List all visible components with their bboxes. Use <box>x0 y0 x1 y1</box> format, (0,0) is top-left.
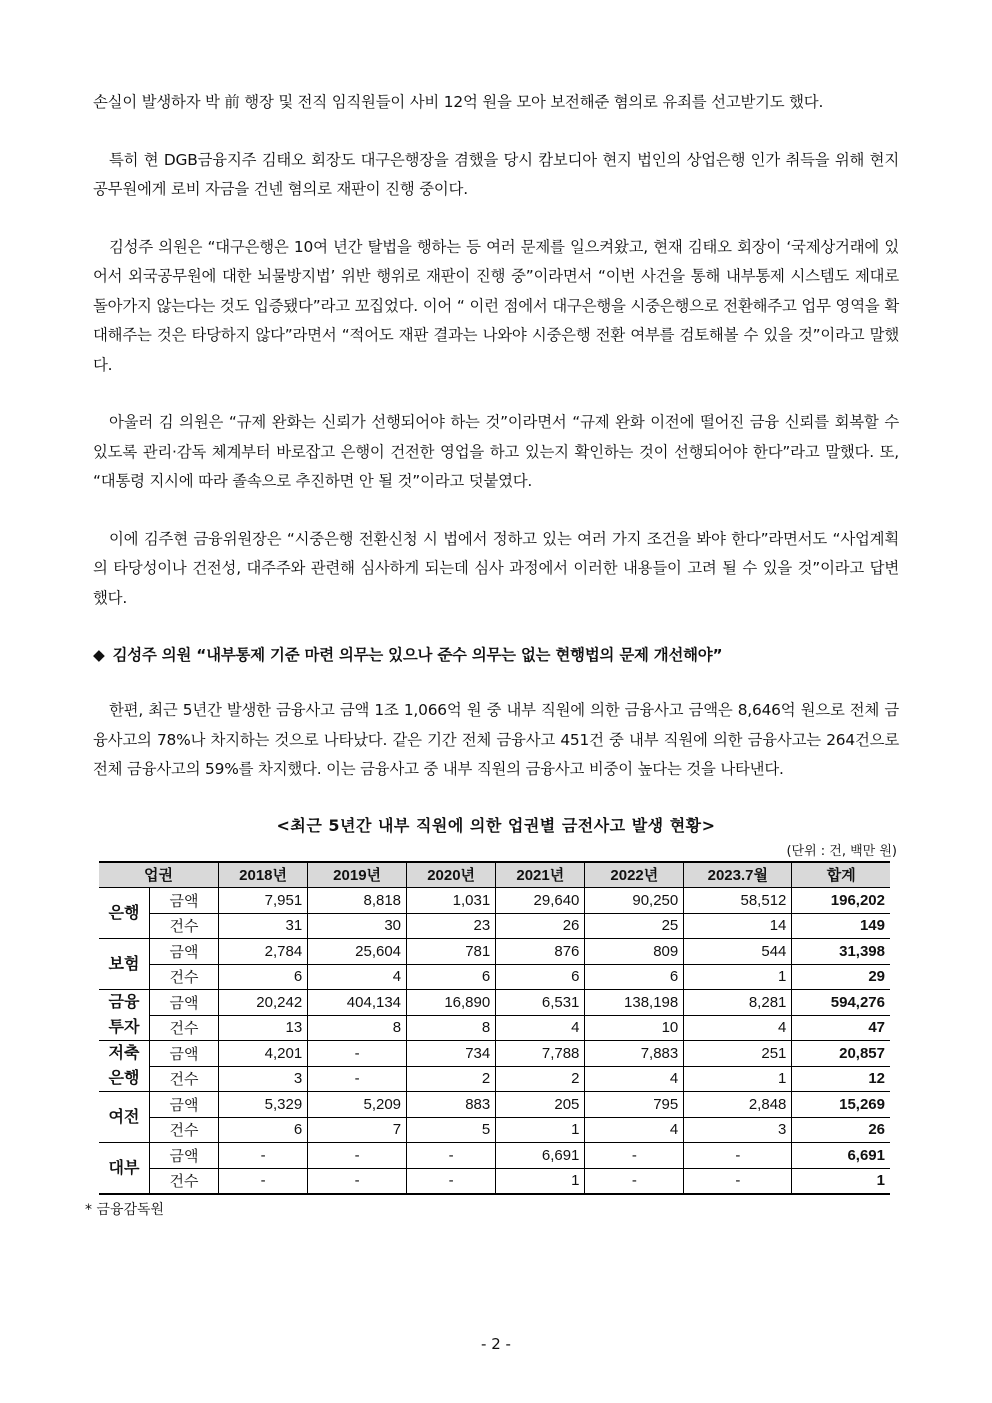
value-cell: 5,209 <box>308 1092 407 1118</box>
value-cell: 2 <box>407 1066 496 1092</box>
value-cell: 7,951 <box>219 888 308 914</box>
value-cell: 4 <box>684 1015 792 1041</box>
metric-label-cell: 건수 <box>150 1066 219 1092</box>
table-row <box>99 1041 890 1067</box>
header-cell-2018: 2018년 <box>219 862 308 888</box>
value-cell: - <box>585 1143 684 1169</box>
header-cell-2022: 2022년 <box>585 862 684 888</box>
sector-name-cell <box>99 939 150 990</box>
value-cell: 6 <box>407 964 496 990</box>
value-cell: 1 <box>684 1066 792 1092</box>
value-cell: 404,134 <box>308 990 407 1016</box>
metric-label-cell: 금액 <box>150 939 219 965</box>
sector-name-line: 투자 <box>108 1019 140 1036</box>
total-value-cell: 47 <box>792 1015 890 1041</box>
value-cell: - <box>219 1143 308 1169</box>
value-cell: - <box>308 1066 407 1092</box>
value-cell: 6 <box>585 964 684 990</box>
value-cell: 90,250 <box>585 888 684 914</box>
total-value-cell: 31,398 <box>792 939 890 965</box>
table-row <box>99 1015 890 1041</box>
total-value-cell: 149 <box>792 913 890 939</box>
value-cell: 138,198 <box>585 990 684 1016</box>
table-title: <최근 5년간 내부 직원에 의한 업권별 금전사고 발생 현황> <box>276 815 716 835</box>
table-unit: (단위 : 건, 백만 원) <box>786 843 897 859</box>
total-value-cell: 26 <box>792 1117 890 1143</box>
value-cell: 7 <box>308 1117 407 1143</box>
value-cell: 2,848 <box>684 1092 792 1118</box>
table-header-row <box>99 862 890 888</box>
document-page <box>85 88 899 1219</box>
value-cell: 1 <box>496 1117 585 1143</box>
metric-label-cell: 건수 <box>150 913 219 939</box>
table-row <box>99 964 890 990</box>
header-cell-sector: 업권 <box>99 862 219 888</box>
value-cell: 29,640 <box>496 888 585 914</box>
value-cell: 2 <box>496 1066 585 1092</box>
value-cell: 5,329 <box>219 1092 308 1118</box>
total-value-cell: 196,202 <box>792 888 890 914</box>
metric-label-cell: 건수 <box>150 1168 219 1194</box>
value-cell: 6 <box>219 964 308 990</box>
value-cell: 1 <box>496 1168 585 1194</box>
value-cell: 25 <box>585 913 684 939</box>
value-cell: - <box>308 1143 407 1169</box>
page-number: - 2 - <box>481 1335 511 1353</box>
value-cell: 809 <box>585 939 684 965</box>
value-cell: 13 <box>219 1015 308 1041</box>
value-cell: 4 <box>308 964 407 990</box>
value-cell: 25,604 <box>308 939 407 965</box>
value-cell: 4,201 <box>219 1041 308 1067</box>
table-row <box>99 913 890 939</box>
value-cell: 58,512 <box>684 888 792 914</box>
table-row <box>99 1143 890 1169</box>
value-cell: 7,883 <box>585 1041 684 1067</box>
value-cell: 883 <box>407 1092 496 1118</box>
value-cell: 31 <box>219 913 308 939</box>
paragraph-1: 손실이 발생하자 박 前 행장 및 전직 임직원들이 사비 12억 원을 모아 보전해준 혐의로 유죄를 선고받기도 했다. <box>93 93 824 111</box>
sector-name-cell <box>99 1041 150 1092</box>
value-cell: 8,818 <box>308 888 407 914</box>
sector-name-cell <box>99 1143 150 1195</box>
value-cell: - <box>308 1168 407 1194</box>
value-cell: 30 <box>308 913 407 939</box>
value-cell: 1 <box>684 964 792 990</box>
value-cell: 20,242 <box>219 990 308 1016</box>
total-value-cell: 29 <box>792 964 890 990</box>
value-cell: 16,890 <box>407 990 496 1016</box>
sector-name-line: 여전 <box>108 1108 140 1126</box>
metric-label-cell: 금액 <box>150 1092 219 1118</box>
diamond-bullet-icon: ◆ <box>93 646 105 664</box>
metric-label-cell: 금액 <box>150 888 219 914</box>
header-cell-2021: 2021년 <box>496 862 585 888</box>
metric-label-cell: 건수 <box>150 1015 219 1041</box>
value-cell: 14 <box>684 913 792 939</box>
sector-name-cell <box>99 990 150 1041</box>
paragraph-2: 특히 현 DGB금융지주 김태오 회장도 대구은행장을 겸했을 당시 캄보디아 현지 법인의 상업은행 인가 취득을 위해 현지 공무원에게 로비 자금을 건넨 혐의로 재판이 진행 중이다. <box>93 150 899 198</box>
table-row <box>99 1117 890 1143</box>
value-cell: 26 <box>496 913 585 939</box>
metric-label-cell: 건수 <box>150 1117 219 1143</box>
paragraph-5: 이에 김주현 금융위원장은 “시중은행 전환신청 시 법에서 정하고 있는 여러 가지 조건을 봐야 한다”라면서도 “사업계획의 타당성이나 건전성, 대주주와 관련해 심사하게 되는데 심사 과정에서 이러한 내용들이 고려 될 수 있을 것”이라고 답변했다. <box>93 529 899 607</box>
value-cell: - <box>407 1168 496 1194</box>
table-row <box>99 939 890 965</box>
value-cell: 4 <box>585 1117 684 1143</box>
value-cell: 1,031 <box>407 888 496 914</box>
table-source: * 금융감독원 <box>85 1202 165 1218</box>
metric-label-cell: 금액 <box>150 1143 219 1169</box>
table-row <box>99 1092 890 1118</box>
table-row <box>99 888 890 914</box>
metric-label-cell: 금액 <box>150 990 219 1016</box>
header-cell-2019: 2019년 <box>308 862 407 888</box>
table-row <box>99 1066 890 1092</box>
header-cell-2020: 2020년 <box>407 862 496 888</box>
paragraph-4: 아울러 김 의원은 “규제 완화는 신뢰가 선행되어야 하는 것”이라면서 “규제 완화 이전에 떨어진 금융 신뢰를 회복할 수 있도록 관리·감독 체계부터 바로잡고 은행이 건전한 영업을 하고 있는지 확인하는 것이 선행되어야 한다”라고 말했다. 또, “대통령 지시에 따라 졸속으로 추진하면 안 될 것”이라고 덧붙였다. <box>93 413 899 490</box>
section-heading <box>93 641 899 670</box>
value-cell: - <box>585 1168 684 1194</box>
total-value-cell: 6,691 <box>792 1143 890 1169</box>
paragraph-6: 한편, 최근 5년간 발생한 금융사고 금액 1조 1,066억 원 중 내부 직원에 의한 금융사고 금액은 8,646억 원으로 전체 금융사고의 78%나 차지하는 것으로 나타났다. 같은 기간 전체 금융사고 451건 중 내부 직원에 의한 금융사고는 264건으로 전체 금융사고의 59%를 차지했다. 이는 금융사고 중 내부 직원의 금융사고 비중이 높다는 것을 나타낸다. <box>93 701 899 778</box>
sector-name-line: 은행 <box>108 1070 140 1087</box>
value-cell: 734 <box>407 1041 496 1067</box>
value-cell: 205 <box>496 1092 585 1118</box>
total-value-cell: 15,269 <box>792 1092 890 1118</box>
table-row <box>99 990 890 1016</box>
value-cell: 8 <box>308 1015 407 1041</box>
section-heading-text: 김성주 의원 “내부통제 기준 마련 의무는 있으나 준수 의무는 없는 현행법의 문제 개선해야” <box>112 646 723 664</box>
value-cell: - <box>684 1143 792 1169</box>
value-cell: 3 <box>219 1066 308 1092</box>
paragraph-3: 김성주 의원은 “대구은행은 10여 년간 탈법을 행하는 등 여러 문제를 일으켜왔고, 현재 김태오 회장이 ‘국제상거래에 있어서 외국공무원에 대한 뇌물방지법’ 위반 행위로 재판이 진행 중”이라면서 “이번 사건을 통해 내부통제 시스템도 제대로 돌아가지 않는다는 것도 입증됐다”라고 꼬집었다. 이어 “ 이런 점에서 대구은행을 시중은행으로 전환해주고 업무 영역을 확대해주는 것은 타당하지 않다”라면서 “적어도 재판 결과는 나와야 시중은행 전환 여부를 검토해볼 수 있을 것”이라고 말했다. <box>93 237 899 374</box>
value-cell: - <box>219 1168 308 1194</box>
sector-name-line: 금융 <box>108 994 140 1011</box>
header-cell-total: 합계 <box>792 862 890 888</box>
sector-name-line: 보험 <box>108 955 140 973</box>
sector-name-cell <box>99 1092 150 1143</box>
value-cell: 6 <box>219 1117 308 1143</box>
metric-label-cell: 건수 <box>150 964 219 990</box>
value-cell: 2,784 <box>219 939 308 965</box>
value-cell: 8 <box>407 1015 496 1041</box>
value-cell: 4 <box>585 1066 684 1092</box>
value-cell: 10 <box>585 1015 684 1041</box>
metric-label-cell: 금액 <box>150 1041 219 1067</box>
value-cell: - <box>308 1041 407 1067</box>
sector-name-line: 은행 <box>108 904 140 922</box>
total-value-cell: 594,276 <box>792 990 890 1016</box>
value-cell: 876 <box>496 939 585 965</box>
value-cell: - <box>407 1143 496 1169</box>
value-cell: 781 <box>407 939 496 965</box>
total-value-cell: 12 <box>792 1066 890 1092</box>
header-cell-2023-jul: 2023.7월 <box>684 862 792 888</box>
table-row <box>99 1168 890 1194</box>
sector-name-line: 대부 <box>108 1159 140 1177</box>
value-cell: 8,281 <box>684 990 792 1016</box>
value-cell: 6 <box>496 964 585 990</box>
value-cell: 7,788 <box>496 1041 585 1067</box>
value-cell: - <box>684 1168 792 1194</box>
total-value-cell: 20,857 <box>792 1041 890 1067</box>
value-cell: 4 <box>496 1015 585 1041</box>
value-cell: 544 <box>684 939 792 965</box>
total-value-cell: 1 <box>792 1168 890 1194</box>
value-cell: 795 <box>585 1092 684 1118</box>
value-cell: 23 <box>407 913 496 939</box>
value-cell: 3 <box>684 1117 792 1143</box>
value-cell: 251 <box>684 1041 792 1067</box>
fraud-statistics-table <box>99 861 890 1196</box>
value-cell: 6,691 <box>496 1143 585 1169</box>
value-cell: 6,531 <box>496 990 585 1016</box>
sector-name-cell <box>99 888 150 939</box>
sector-name-line: 저축 <box>108 1045 140 1062</box>
value-cell: 5 <box>407 1117 496 1143</box>
